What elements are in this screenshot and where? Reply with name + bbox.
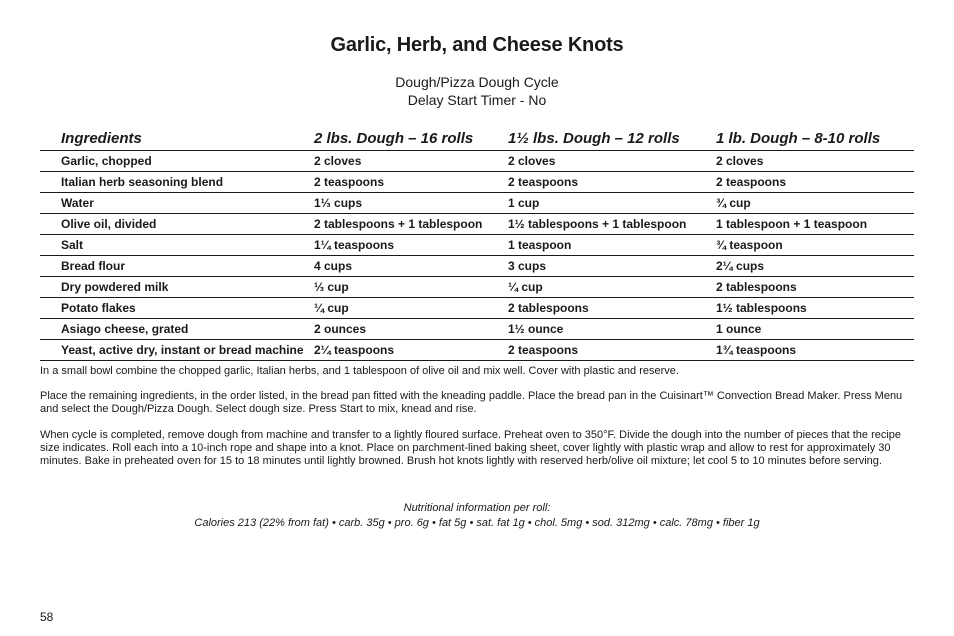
- table-header: [40, 130, 914, 151]
- header-2lb: 2 lbs. Dough – 16 rolls: [314, 130, 474, 147]
- ingredient-amount: 1½ ounce: [508, 322, 564, 336]
- ingredient-amount: 1 cup: [508, 196, 540, 210]
- ingredient-name: Water: [61, 196, 94, 210]
- ingredient-amount: 2 cloves: [314, 154, 362, 168]
- header-1-5lb: 1½ lbs. Dough – 12 rolls: [508, 130, 680, 147]
- ingredient-name: Yeast, active dry, instant or bread machine: [61, 343, 304, 357]
- table-row: [40, 277, 914, 298]
- page-title: Garlic, Herb, and Cheese Knots: [330, 34, 624, 56]
- ingredient-name: Garlic, chopped: [61, 154, 152, 168]
- ingredient-amount: 2¼ cups: [716, 259, 765, 273]
- ingredient-amount: 1 tablespoon + 1 teaspoon: [716, 217, 868, 231]
- ingredient-amount: ⅓ cup: [314, 280, 349, 294]
- ingredient-amount: 1½ tablespoons + 1 tablespoon: [508, 217, 687, 231]
- ingredient-amount: 4 cups: [314, 259, 353, 273]
- ingredient-amount: ¼ cup: [508, 280, 543, 294]
- ingredient-amount: ¼ cup: [314, 301, 349, 315]
- ingredient-name: Salt: [61, 238, 84, 252]
- timer-subtitle: Delay Start Timer - No: [407, 92, 547, 108]
- instruction-paragraph: When cycle is completed, remove dough from machine and transfer to a lightly floured surface. Preheat oven to 350°F. Divide the dough into the number of pieces that the recipe size indicates. Roll each into a 10-inch rope and shape into a knot. Place on parchment-lined baking sheet, cover lightly with plastic wrap and allow to rest for approximately 30 minutes. Bake in preheated oven for 15 to 18 minutes until lightly browned. Brush hot knots lightly with reserved herb/olive oil mixture; let cool 5 to 10 minutes before serving.: [40, 429, 902, 467]
- ingredient-amount: 2¼ teaspoons: [314, 343, 395, 357]
- nutrition-label: Nutritional information per roll:: [403, 502, 551, 514]
- ingredient-amount: 2 teaspoons: [716, 175, 787, 189]
- ingredient-amount: 1½ tablespoons: [716, 301, 807, 315]
- ingredients-table: [40, 130, 914, 361]
- table-row: [40, 151, 914, 172]
- ingredient-amount: 2 teaspoons: [508, 175, 579, 189]
- ingredient-amount: 3 cups: [508, 259, 547, 273]
- table-row: [40, 214, 914, 235]
- ingredient-name: Italian herb seasoning blend: [61, 175, 224, 189]
- header-ingredients: Ingredients: [61, 130, 142, 147]
- ingredient-name: Bread flour: [61, 259, 126, 273]
- table-row: [40, 172, 914, 193]
- ingredient-amount: 1¼ teaspoons: [314, 238, 395, 252]
- table-row: [40, 193, 914, 214]
- table-row: [40, 298, 914, 319]
- table-row: [40, 256, 914, 277]
- nutrition-values: Calories 213 (22% from fat) • carb. 35g • pro. 6g • fat 5g • sat. fat 1g • chol. 5mg • sod. 312mg • calc. 78mg • fiber 1g: [194, 517, 760, 529]
- ingredient-amount: ¾ cup: [716, 196, 751, 210]
- ingredient-amount: 2 teaspoons: [314, 175, 385, 189]
- ingredient-amount: 2 tablespoons + 1 tablespoon: [314, 217, 483, 231]
- ingredient-name: Asiago cheese, grated: [61, 322, 189, 336]
- ingredient-amount: 2 ounces: [314, 322, 367, 336]
- cycle-subtitle: Dough/Pizza Dough Cycle: [395, 74, 559, 90]
- ingredient-amount: 1⅓ cups: [314, 196, 363, 210]
- ingredient-amount: 2 cloves: [508, 154, 556, 168]
- page-number: 58: [40, 610, 54, 624]
- ingredient-amount: ¾ teaspoon: [716, 238, 783, 252]
- ingredient-amount: 1¾ teaspoons: [716, 343, 797, 357]
- ingredient-amount: 2 tablespoons: [508, 301, 589, 315]
- ingredient-name: Potato flakes: [61, 301, 136, 315]
- ingredient-name: Olive oil, divided: [61, 217, 157, 231]
- ingredient-amount: 2 tablespoons: [716, 280, 797, 294]
- table-row: [40, 235, 914, 256]
- header-1lb: 1 lb. Dough – 8-10 rolls: [716, 130, 881, 147]
- table-row: [40, 319, 914, 340]
- table-row: [40, 340, 914, 361]
- ingredient-amount: 1 teaspoon: [508, 238, 572, 252]
- ingredient-amount: 1 ounce: [716, 322, 762, 336]
- instruction-paragraph: In a small bowl combine the chopped garlic, Italian herbs, and 1 tablespoon of olive oil and mix well. Cover with plastic and reserve.: [40, 365, 679, 377]
- instruction-paragraph: Place the remaining ingredients, in the order listed, in the bread pan fitted with the kneading paddle. Place the bread pan in the Cuisinart™ Convection Bread Maker. Press Menu and select the Dough/Pizza Dough. Select dough size. Press Start to mix, knead and rise.: [40, 390, 903, 415]
- ingredient-name: Dry powdered milk: [61, 280, 169, 294]
- ingredient-amount: 2 cloves: [716, 154, 764, 168]
- ingredient-amount: 2 teaspoons: [508, 343, 579, 357]
